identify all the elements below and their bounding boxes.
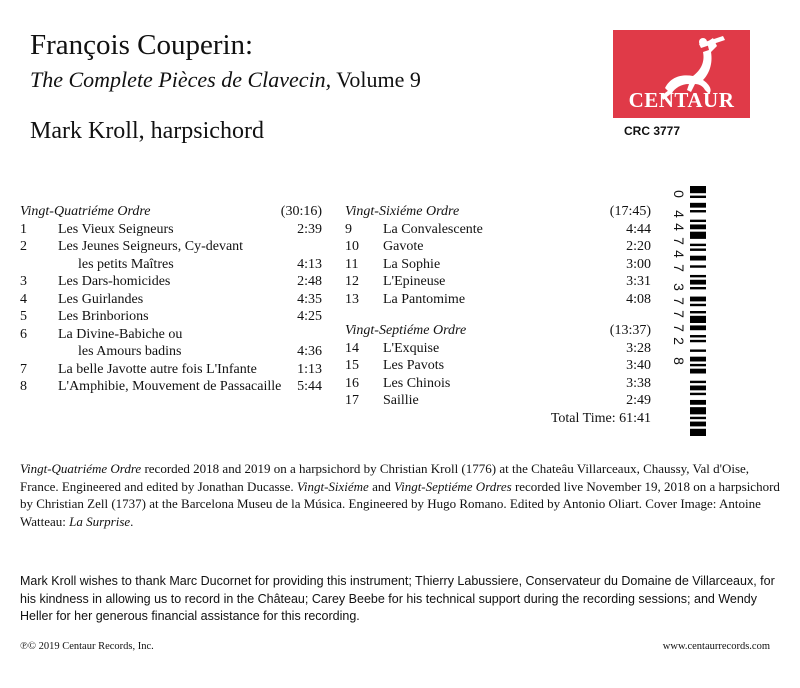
- section-title: Vingt-Quatriéme Ordre: [20, 204, 151, 219]
- barcode-bar: [690, 196, 706, 198]
- barcode-bar: [690, 297, 706, 302]
- barcode-bar: [690, 325, 706, 330]
- section-header: [20, 203, 322, 221]
- barcode-bar: [690, 422, 706, 427]
- track-number: 5: [20, 309, 27, 324]
- catalog-number: CRC 3777: [624, 124, 681, 138]
- section-time: (13:37): [609, 323, 651, 338]
- track-title: les Amours badins: [78, 344, 182, 359]
- barcode-digit: 7: [671, 236, 687, 245]
- barcode-digit: 7: [671, 263, 687, 272]
- track-title: Les Chinois: [383, 375, 451, 391]
- track-row: [345, 221, 651, 239]
- track-duration: 2:49: [626, 393, 651, 408]
- track-title: La belle Javotte autre fois L'Infante: [58, 361, 257, 377]
- barcode-digit: 3: [671, 283, 687, 291]
- track-number: 3: [20, 274, 27, 289]
- website-link: www.centaurrecords.com: [662, 641, 770, 652]
- track-number: 2: [20, 239, 27, 254]
- track-duration: 4:36: [297, 344, 322, 359]
- track-row: [20, 343, 322, 361]
- track-title: Les Dars-homicides: [58, 274, 171, 289]
- barcode-bar: [690, 249, 706, 251]
- barcode-bar: [690, 386, 706, 391]
- track-title: Les Guirlandes: [58, 291, 144, 307]
- total-time: Total Time: 61:41: [550, 410, 651, 426]
- track-number: 6: [20, 326, 27, 342]
- barcode-bar: [690, 364, 706, 366]
- track-duration: 4:08: [626, 291, 651, 307]
- track-number: 12: [345, 274, 359, 289]
- track-duration: 5:44: [297, 379, 322, 394]
- composer-title: François Couperin:: [30, 29, 254, 61]
- barcode-bar: [690, 400, 706, 405]
- track-row: [20, 256, 322, 274]
- barcode-bar: [690, 232, 706, 239]
- barcode-bar: [690, 220, 706, 222]
- track-duration: 2:48: [297, 274, 322, 289]
- barcode-digit: 7: [671, 296, 687, 305]
- barcode-bar: [690, 280, 706, 285]
- track-row: [20, 361, 322, 379]
- track-row: [20, 378, 322, 396]
- track-number: 11: [345, 256, 359, 272]
- barcode-digit: 4: [671, 209, 687, 218]
- track-number: 17: [345, 393, 359, 408]
- track-title: L'Epineuse: [383, 274, 446, 289]
- barcode-bar: [690, 381, 706, 383]
- track-duration: 2:20: [626, 239, 651, 254]
- track-title: Les Jeunes Seigneurs, Cy-devant: [58, 239, 244, 254]
- copyright: ℗© 2019 Centaur Records, Inc.: [20, 641, 154, 652]
- track-duration: 3:38: [626, 375, 651, 391]
- track-title: L'Exquise: [383, 340, 440, 356]
- track-number: 1: [20, 221, 27, 237]
- section-time: (30:16): [280, 204, 322, 219]
- track-title: La Divine-Babiche ou: [58, 326, 183, 342]
- track-number: 7: [20, 361, 27, 377]
- barcode-bar: [690, 349, 706, 351]
- barcode-bar: [690, 407, 706, 414]
- track-title: La Pantomime: [383, 291, 466, 307]
- barcode-bar: [690, 311, 706, 313]
- barcode-digit: 0: [671, 190, 687, 198]
- track-row: [345, 392, 651, 410]
- barcode-digit: 4: [671, 250, 687, 258]
- track-title: L'Amphibie, Mouvement de Passacaille: [58, 379, 282, 394]
- track-number: 4: [20, 291, 27, 307]
- track-title: Gavote: [383, 239, 424, 254]
- barcode-digits: [672, 186, 686, 436]
- barcode-bar: [690, 304, 706, 306]
- track-row: [20, 238, 322, 256]
- barcode-digit: 7: [671, 323, 687, 332]
- track-duration: 4:25: [297, 309, 322, 324]
- track-row: [345, 291, 651, 309]
- track-number: 16: [345, 375, 359, 391]
- track-title: La Convalescente: [383, 221, 483, 237]
- barcode-bar: [690, 316, 706, 323]
- track-row: [345, 340, 651, 358]
- barcode-bar: [690, 340, 706, 342]
- track-duration: 3:28: [626, 340, 651, 356]
- barcode-bar: [690, 244, 706, 246]
- track-row: [345, 238, 651, 256]
- track-row: [20, 273, 322, 291]
- acknowledgements: Mark Kroll wishes to thank Marc Ducornet for providing this instrument; Thierry Labussiere, Conservateur du Domaine de Villarceaux, for his kindness in allowing us to record in the Château; Carey Beebe for his technical support during the recording sessions; and Wendy Heller for her generous financial assistance for this recording.: [20, 574, 775, 623]
- barcode-bar: [690, 335, 706, 337]
- track-row: [20, 291, 322, 309]
- track-duration: 4:44: [626, 221, 651, 237]
- album-subtitle: The Complete Pièces de Clavecin, Volume 9: [30, 67, 421, 92]
- track-row: [20, 326, 322, 344]
- barcode-bar: [690, 275, 706, 277]
- barcode-bar: [690, 287, 706, 289]
- track-duration: 3:31: [626, 274, 651, 289]
- tracklist-column-1: [20, 203, 322, 396]
- track-row: [345, 357, 651, 375]
- track-row: [20, 308, 322, 326]
- barcode-bar: [690, 256, 706, 261]
- barcode-digit: 2: [671, 337, 687, 345]
- track-row: [20, 221, 322, 239]
- tracklist-column-2: [345, 203, 651, 427]
- barcode-digit: 4: [671, 223, 687, 231]
- barcode-digit: 7: [671, 310, 687, 318]
- barcode-bar: [690, 429, 706, 436]
- performer: Mark Kroll, harpsichord: [30, 118, 264, 144]
- barcode-digit: 8: [671, 356, 687, 365]
- barcode-bar: [690, 203, 706, 208]
- barcode-bar: [690, 417, 706, 419]
- track-duration: 3:40: [626, 358, 651, 373]
- section-header: [345, 322, 651, 340]
- track-number: 13: [345, 291, 359, 307]
- track-row: [345, 256, 651, 274]
- track-title: Les Pavots: [383, 358, 445, 373]
- barcode-bar: [690, 224, 706, 229]
- barcode-bar: [690, 210, 706, 212]
- barcode-bar: [690, 186, 706, 193]
- track-number: 10: [345, 239, 359, 254]
- track-title: Les Brinborions: [58, 309, 149, 324]
- section-title: Vingt-Sixiéme Ordre: [345, 204, 460, 219]
- section-header: [345, 203, 651, 221]
- track-number: 14: [345, 340, 359, 356]
- track-duration: 4:13: [297, 256, 322, 272]
- track-title: Les Vieux Seigneurs: [58, 221, 174, 237]
- section-time: (17:45): [609, 204, 651, 219]
- centaur-logo: [613, 30, 750, 118]
- track-number: 8: [20, 379, 27, 394]
- barcode-bar: [690, 357, 706, 362]
- barcode-bar: [690, 393, 706, 395]
- track-number: 9: [345, 221, 352, 237]
- recording-credits: Vingt-Quatriéme Ordre recorded 2018 and 2019 on a harpsichord by Christian Kroll (1776) at the Chateâu Villarceaux, Chaussy, Val d'Oise, France. Engineered and edited by Jonathan Ducasse. Vingt-Sixiéme and Vingt-Septiéme Ordres recorded live November 19, 2018 on a harpsichord by Christian Zell (1737) at the Barcelona Museu de la Música. Engineered by Hugo Romano. Edited by Antonio Oliart. Cover Image: Antoine Watteau: La Surprise.: [20, 461, 780, 529]
- track-row: [345, 375, 651, 393]
- track-duration: 2:39: [297, 221, 322, 237]
- track-duration: 3:00: [626, 256, 651, 272]
- track-title: Saillie: [383, 393, 419, 408]
- barcode-bar: [690, 265, 706, 267]
- track-title: les petits Maîtres: [78, 256, 174, 272]
- track-row: [345, 273, 651, 291]
- logo-text: CENTAUR: [628, 88, 735, 112]
- barcode-bar: [690, 369, 706, 374]
- track-duration: 1:13: [297, 361, 322, 377]
- track-title: La Sophie: [383, 256, 441, 272]
- track-number: 15: [345, 358, 359, 373]
- track-duration: 4:35: [297, 291, 322, 307]
- section-title: Vingt-Septiéme Ordre: [345, 323, 467, 338]
